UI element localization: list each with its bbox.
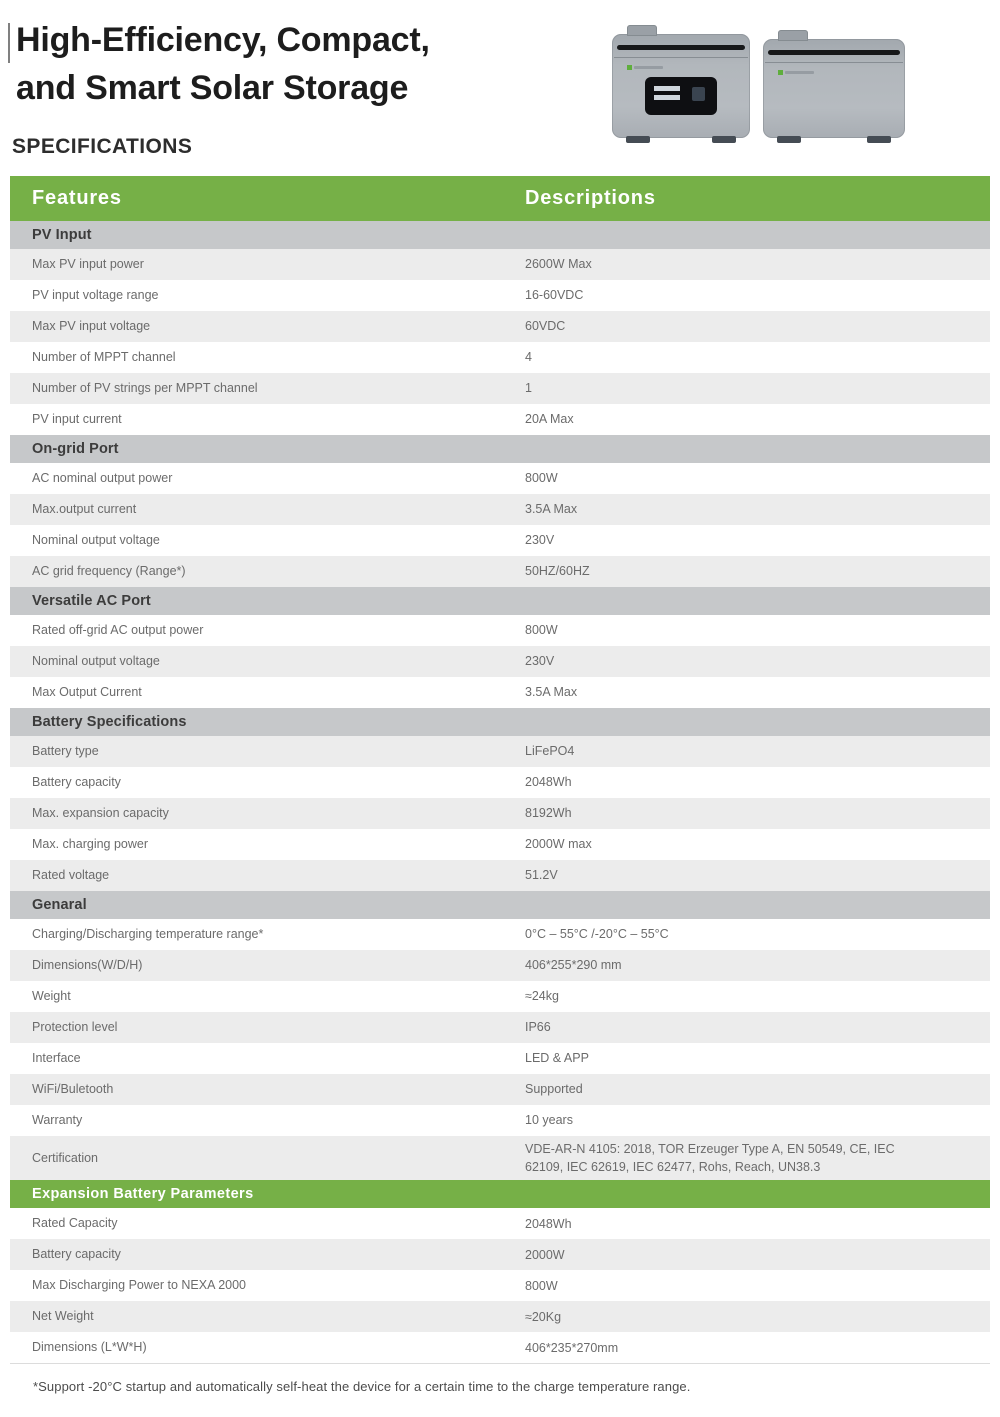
spec-label: Rated Capacity <box>32 1216 118 1231</box>
spec-value: 2600W Max <box>525 257 592 272</box>
spec-label: AC grid frequency (Range*) <box>32 564 186 579</box>
spec-table-body <box>10 221 990 1363</box>
spec-row <box>10 950 990 981</box>
spec-value: LiFePO4 <box>525 744 575 759</box>
spec-row <box>10 556 990 587</box>
brand-logo-icon <box>778 70 783 75</box>
table-header-row <box>10 176 990 221</box>
spec-row <box>10 829 990 860</box>
section-header: PV Input <box>10 221 990 249</box>
spec-label: Max PV input voltage <box>32 319 151 334</box>
spec-value: 2048Wh <box>525 1216 572 1231</box>
spec-row <box>10 1301 990 1332</box>
spec-value: 60VDC <box>525 319 566 334</box>
display-indicator <box>692 87 705 101</box>
spec-value: 3.5A Max <box>525 502 578 517</box>
device-foot <box>712 136 736 143</box>
spec-label: Number of PV strings per MPPT channel <box>32 381 258 396</box>
spec-label: Max Output Current <box>32 685 142 700</box>
page-title-line-1: High-Efficiency, Compact, <box>16 21 430 59</box>
spec-label: PV input voltage range <box>32 288 159 303</box>
spec-label: Battery capacity <box>32 775 121 790</box>
spec-row <box>10 249 990 280</box>
section-header: Genaral <box>10 891 990 919</box>
spec-row <box>10 919 990 950</box>
spec-row <box>10 860 990 891</box>
spec-label: AC nominal output power <box>32 471 173 486</box>
spec-row <box>10 981 990 1012</box>
spec-value: 800W <box>525 471 558 486</box>
spec-label: Dimensions(W/D/H) <box>32 958 143 973</box>
spec-value: 1 <box>525 381 532 396</box>
spec-row <box>10 280 990 311</box>
spec-label: Number of MPPT channel <box>32 350 176 365</box>
spec-row <box>10 373 990 404</box>
spec-label: Rated off-grid AC output power <box>32 623 204 638</box>
display-digits <box>654 86 680 91</box>
spec-value: ≈20Kg <box>525 1309 562 1324</box>
spec-row <box>10 494 990 525</box>
spec-value: 50HZ/60HZ <box>525 564 590 579</box>
column-header-descriptions: Descriptions <box>525 187 656 209</box>
section-header: On-grid Port <box>10 435 990 463</box>
spec-value: 8192Wh <box>525 806 572 821</box>
spec-label: Interface <box>32 1051 81 1066</box>
specifications-heading: SPECIFICATIONS <box>12 134 193 158</box>
spec-value: Supported <box>525 1082 583 1097</box>
device-top-stripe <box>617 45 745 50</box>
spec-value: 3.5A Max <box>525 685 578 700</box>
spec-value: 406*235*270mm <box>525 1340 619 1355</box>
spec-label: Battery capacity <box>32 1247 121 1262</box>
spec-label: Warranty <box>32 1113 83 1128</box>
footnote: *Support -20°C startup and automatically self-heat the device for a certain time to the charge temperature range. <box>33 1379 691 1395</box>
spec-label: Max PV input power <box>32 257 144 272</box>
section-header: Expansion Battery Parameters <box>10 1180 990 1208</box>
spec-label: Net Weight <box>32 1309 94 1324</box>
device-handle <box>778 30 808 41</box>
device-lid-seam <box>614 57 748 58</box>
device-foot <box>777 136 801 143</box>
device-top-stripe <box>768 50 900 55</box>
spec-value: 4 <box>525 350 532 365</box>
spec-row <box>10 404 990 435</box>
spec-label: Max. expansion capacity <box>32 806 169 821</box>
spec-value: 800W <box>525 1278 558 1293</box>
device-display-panel <box>645 77 717 115</box>
spec-value: 2000W <box>525 1247 565 1262</box>
specifications-table <box>10 176 990 1364</box>
spec-row <box>10 311 990 342</box>
brand-logo-text <box>785 71 814 74</box>
spec-row <box>10 1270 990 1301</box>
spec-value: 20A Max <box>525 412 574 427</box>
spec-row <box>10 767 990 798</box>
spec-value: LED & APP <box>525 1051 589 1066</box>
page-title-line-2: and Smart Solar Storage <box>16 69 409 108</box>
spec-value: 230V <box>525 533 555 548</box>
spec-value: 10 years <box>525 1113 573 1128</box>
page-header <box>0 0 1000 176</box>
brand-logo-text <box>634 66 663 69</box>
brand-logo-icon <box>627 65 632 70</box>
spec-label: Battery type <box>32 744 99 759</box>
spec-row <box>10 1208 990 1239</box>
spec-value: 2000W max <box>525 837 592 852</box>
spec-value: ≈24kg <box>525 989 559 1004</box>
spec-row <box>10 677 990 708</box>
spec-row <box>10 1136 990 1180</box>
product-image-expansion-battery <box>763 39 905 138</box>
device-foot <box>867 136 891 143</box>
brand-logo <box>778 70 814 74</box>
spec-value: VDE-AR-N 4105: 2018, TOR Erzeuger Type A, EN 50549, CE, IEC 62109, IEC 62619, IEC 62477, Rohs, Reach, UN38.3 <box>525 1142 895 1175</box>
text-caret <box>8 23 10 63</box>
brand-logo <box>627 65 663 69</box>
spec-label: WiFi/Buletooth <box>32 1082 114 1097</box>
column-header-features: Features <box>32 187 122 209</box>
spec-label: Nominal output voltage <box>32 654 160 669</box>
spec-value: 51.2V <box>525 868 558 883</box>
spec-row <box>10 525 990 556</box>
spec-value: 0°C – 55°C /-20°C – 55°C <box>525 927 669 942</box>
spec-value: 2048Wh <box>525 775 572 790</box>
spec-label: Max. charging power <box>32 837 149 852</box>
spec-row <box>10 1012 990 1043</box>
section-header: Battery Specifications <box>10 708 990 736</box>
spec-label: Weight <box>32 989 71 1004</box>
spec-row <box>10 646 990 677</box>
spec-label: Charging/Discharging temperature range* <box>32 927 264 942</box>
spec-label: Max Discharging Power to NEXA 2000 <box>32 1278 246 1293</box>
spec-label: Rated voltage <box>32 868 110 883</box>
spec-row <box>10 615 990 646</box>
spec-label: PV input current <box>32 412 122 427</box>
product-image-main-unit <box>612 34 750 138</box>
spec-value: 16-60VDC <box>525 288 584 303</box>
device-foot <box>626 136 650 143</box>
spec-row <box>10 342 990 373</box>
spec-value: 230V <box>525 654 555 669</box>
section-header: Versatile AC Port <box>10 587 990 615</box>
spec-row <box>10 1239 990 1270</box>
product-images <box>612 24 914 138</box>
spec-label: Dimensions (L*W*H) <box>32 1340 147 1355</box>
spec-value: 800W <box>525 623 558 638</box>
spec-label: Certification <box>32 1150 98 1165</box>
spec-label: Protection level <box>32 1020 118 1035</box>
device-handle <box>627 25 657 36</box>
spec-value: IP66 <box>525 1020 551 1035</box>
spec-row <box>10 1332 990 1363</box>
spec-row <box>10 463 990 494</box>
spec-label: Nominal output voltage <box>32 533 160 548</box>
spec-value: 406*255*290 mm <box>525 958 622 973</box>
spec-row <box>10 1043 990 1074</box>
spec-row <box>10 1105 990 1136</box>
spec-row <box>10 1074 990 1105</box>
device-lid-seam <box>765 62 903 63</box>
spec-label: Max.output current <box>32 502 137 517</box>
spec-row <box>10 736 990 767</box>
spec-row <box>10 798 990 829</box>
